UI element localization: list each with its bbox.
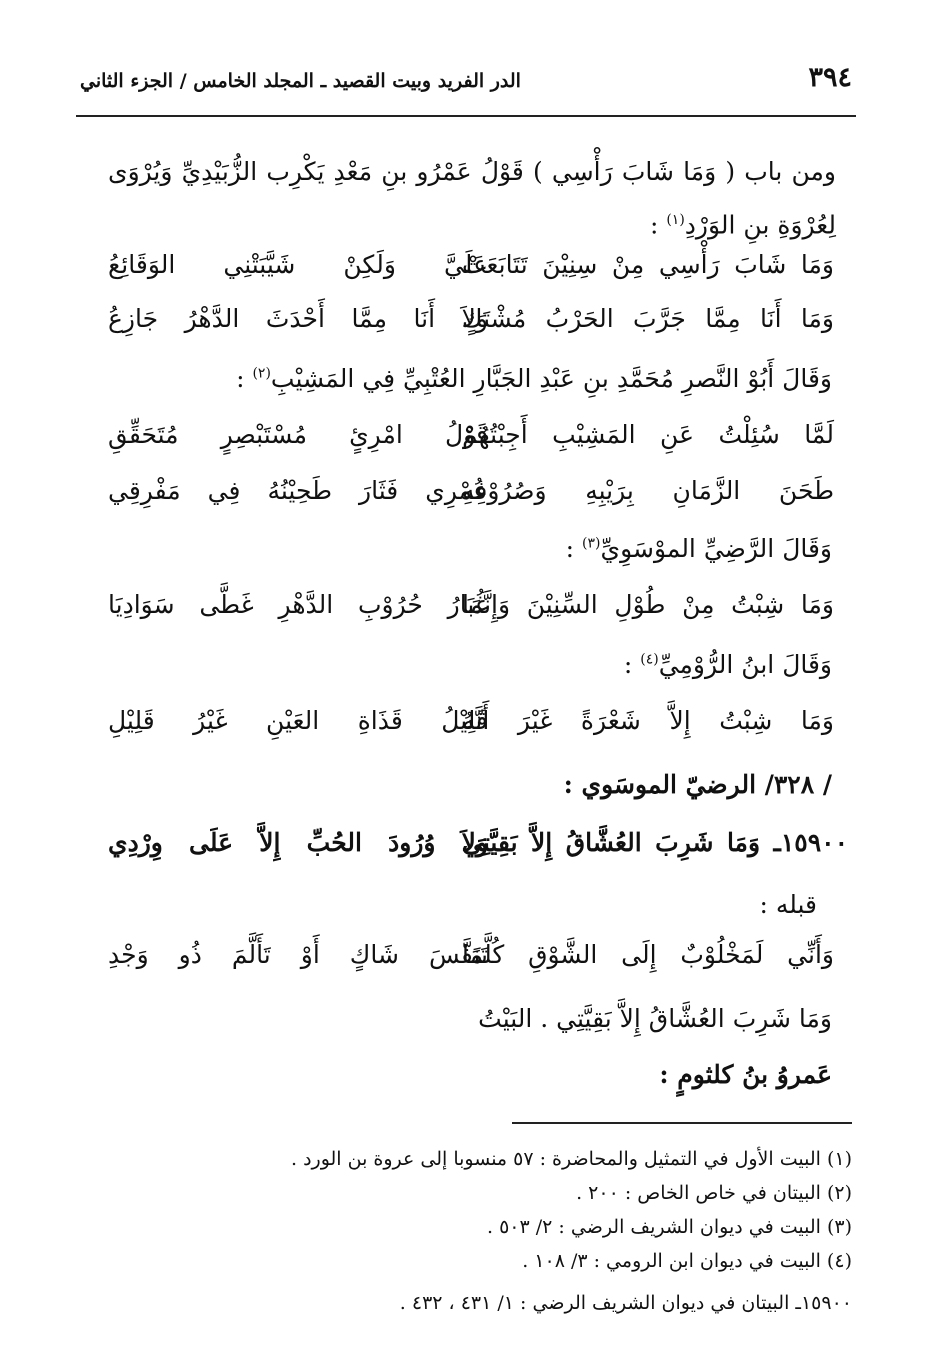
hemistich-first: وَأَنِّي لَمَخْلُوْبٌ إِلَى الشَّوْقِ كُلَّمَا	[462, 940, 834, 969]
verse-line	[108, 250, 834, 290]
attribution-text: وَقَالَ ابنُ الرُّوْمِيِّ	[658, 650, 832, 679]
hemistich-second: تَنَفَّسَ شَاكٍ أَوْ تَأَلَّمَ ذُو وَجْدِ	[108, 940, 488, 969]
hemistich-second: عَلَيَّ وَلَكِنْ شَيَّبَتْنِي الوَقَائِعُ	[108, 250, 488, 279]
next-section-heading: عَمروُ بنُ كلثومٍ :	[659, 1060, 832, 1089]
attribution-line	[236, 364, 832, 394]
footnote-ref-2: (٢)	[252, 365, 271, 382]
hemistich-second: وَلاَ أَنَا مِمَّا أَحْدَثَ الدَّهْرُ جَازِعُ	[108, 304, 488, 333]
intro-colon: :	[649, 210, 667, 240]
header-rule	[76, 115, 856, 117]
entry-verse	[108, 828, 848, 868]
attribution-colon: :	[623, 650, 641, 679]
hemistich-second: غُبَارُ حُرُوْبِ الدَّهْرِ غَطَّى سَوَادِيَا	[108, 590, 488, 619]
running-header	[80, 62, 852, 102]
footnote-4: (٤) البيت في ديوان ابن الرومي : ٣/ ١٠٨ .	[522, 1250, 852, 1272]
attribution-colon: :	[565, 534, 583, 563]
entry-number: ١٥٩٠٠ـ	[760, 828, 848, 857]
section-heading: / ٣٢٨/ الرضيّ الموسَوي :	[563, 770, 832, 799]
verse-line	[108, 706, 834, 746]
hemistich-first: وَمَا شِبْتُ مِنْ طُوْلِ السِّنِيْنَ وَإِنَّمَا	[462, 590, 834, 619]
footnote-ref-4: (٤)	[640, 651, 659, 668]
attribution-colon: :	[236, 364, 253, 393]
entry-first-text: وَمَا شَرِبَ العُشَّاقُ إِلاَّ بَقِيَّتِي	[462, 828, 761, 857]
verse-line	[108, 590, 834, 630]
running-title: الدر الفريد وبيت القصيد ـ المجلد الخامس / الجزء الثاني	[80, 70, 521, 92]
hemistich-second: قَلِيْلُ قَذَاةِ العَيْنِ غَيْرُ قَلِيْلِ	[108, 706, 488, 735]
hemistich-first: وَمَا شَابَ رَأْسِي مِنْ سِنِيْنَ تَتَابَعَتْ	[462, 250, 834, 279]
page-number: ٣٩٤	[808, 62, 852, 93]
footnote-rule	[512, 1122, 852, 1124]
footnote-ref-1: (١)	[666, 212, 685, 228]
verse-line	[108, 420, 834, 460]
hemistich-first: وَمَا شِبْتُ إِلاَّ شَعْرَةً غَيْرَ أَنَّهُ	[462, 706, 834, 735]
footnote-ref-3: (٣)	[582, 535, 601, 552]
verse-line	[108, 476, 834, 516]
attribution-line	[624, 650, 832, 680]
attribution-text: وَقَالَ الرَّضِيِّ الموْسَوِيِّ	[600, 534, 832, 563]
entry-first-hemistich	[462, 828, 848, 857]
hemistich-first: لَمَّا سُئِلْتُ عَنِ المَشِيْبِ أَجِبْتُهُمْ	[462, 420, 834, 449]
footnote-2: (٢) البيتان في خاص الخاص : ٢٠٠ .	[576, 1182, 852, 1204]
hemistich-first: طَحَنَ الزَّمَانِ بِرَيْبِهِ وَصُرُوْفِهِ	[462, 476, 834, 505]
footnote-1: (١) البيت الأول في التمثيل والمحاضرة : ٥٧ منسوبا إلى عروة بن الورد .	[290, 1148, 852, 1170]
footnote-entry: ١٥٩٠٠ـ البيتان في ديوان الشريف الرضي : ١/ ٤٣١ ، ٤٣٢ .	[399, 1292, 852, 1314]
footnote-3: (٣) البيت في ديوان الشريف الرضي : ٢/ ٥٠٣ .	[486, 1216, 852, 1238]
attribution-text: وَقَالَ أَبُوْ النَّصرِ مُحَمَّدِ بنِ عَبْدِ الجَبَّارِ العُتْبِيِّ فِي المَشِيْبِ	[270, 364, 832, 393]
entry-second-hemistich: وَلاَ وُرُودَ الحُبِّ إِلاَّ عَلَى وِرْدِي	[108, 828, 488, 857]
intro-paragraph	[108, 148, 836, 249]
before-label: قبله :	[759, 890, 817, 919]
quoted-line: وَمَا شَرِبَ العُشَّاقُ إِلاَّ بَقِيَّتِي . البَيْتُ	[478, 1004, 832, 1033]
hemistich-first: وَمَا أَنَا مِمَّا جَرَّبَ الحَرْبُ مُشْتَكٍ	[462, 304, 834, 333]
attribution-line	[566, 534, 832, 564]
verse-line	[108, 304, 834, 344]
hemistich-second: عُمْرِي فَثَارَ طَحِيْنُهُ فِي مَفْرِقِي	[108, 476, 488, 505]
intro-text: ومن باب ( وَمَا شَابَ رَأْسِي ) قَوْلُ عَمْرُو بنِ مَعْدِ يَكْرِب الزُّبَيْدِيِّ وَيُرْوَى لِعُرْوَةِ بنِ الوَرْدِ	[108, 157, 836, 240]
hemistich-second: قَوْلُ امْرِئٍ مُسْتَبْصِرٍ مُتَحَقِّقِ	[108, 420, 488, 449]
verse-line	[108, 940, 834, 980]
